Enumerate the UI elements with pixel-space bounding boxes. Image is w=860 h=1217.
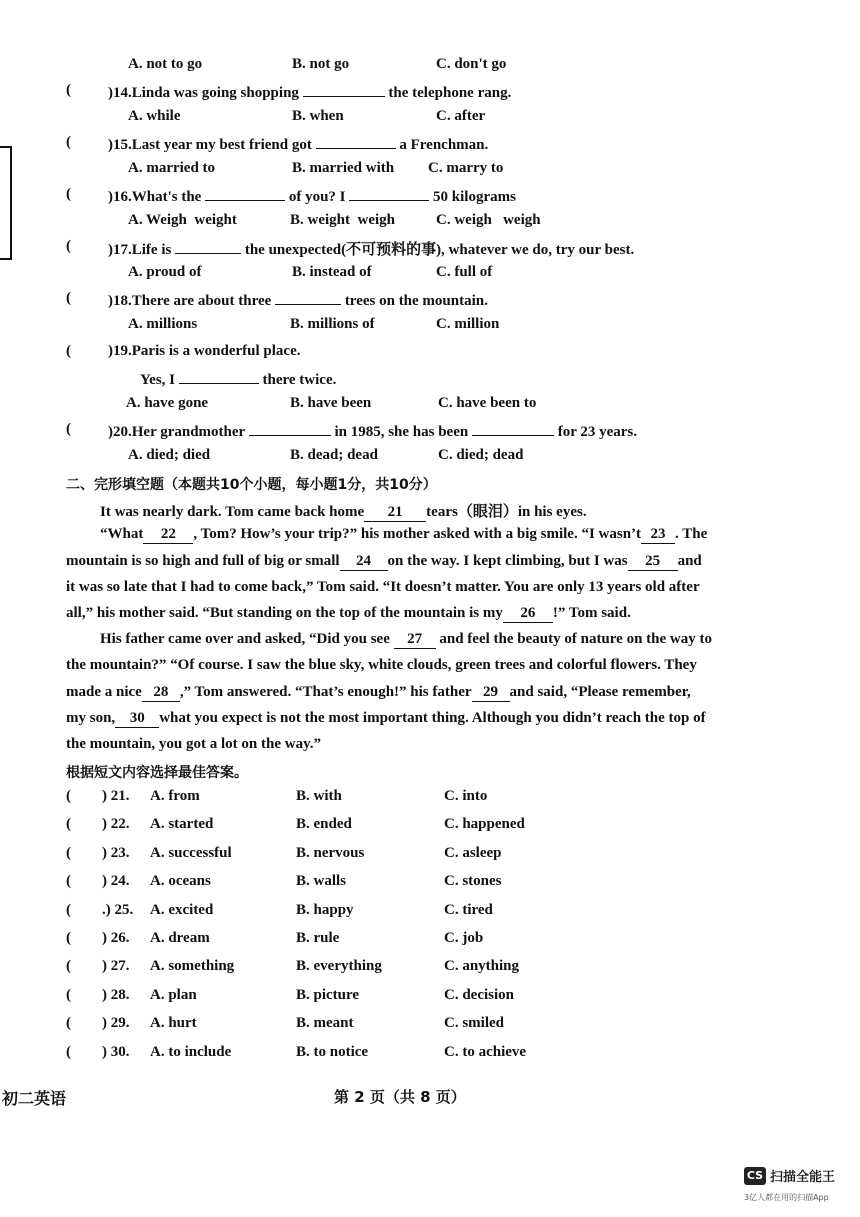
cloze-option-a: A. from	[150, 788, 200, 804]
cloze-answer-paren: (	[66, 873, 71, 889]
cloze-instruction: 根据短文内容选择最佳答案。	[66, 765, 248, 781]
cloze-option-a: A. started	[150, 816, 214, 832]
q20-stem: )20.Her grandmother in 1985, she has been for 23 years.	[108, 421, 637, 441]
cloze-option-c: C. job	[444, 930, 484, 946]
blank	[175, 239, 241, 254]
q14-answer-paren: (	[66, 82, 71, 98]
cloze-answer-paren: (	[66, 958, 71, 974]
passage-line-2: “What 22 , Tom? How’s your trip?” his mother asked with a big smile. “I wasn’t 23 . The	[100, 526, 708, 542]
cloze-option-b: B. happy	[296, 902, 354, 918]
scanner-app-name: 扫描全能王	[770, 1170, 836, 1185]
blank-28: 28	[142, 684, 180, 702]
q17-answer-paren: (	[66, 238, 71, 254]
blank-22: 22	[143, 526, 193, 544]
cloze-option-b: B. everything	[296, 958, 382, 974]
cloze-question-number: ) 29.	[102, 1015, 130, 1031]
q15-option-a: A. married to	[128, 160, 216, 176]
cloze-option-a: A. successful	[150, 845, 232, 861]
cloze-question-number: ) 21.	[102, 788, 130, 804]
cloze-option-b: B. walls	[296, 873, 347, 889]
cloze-option-c: C. to achieve	[444, 1044, 527, 1060]
cloze-option-c: C. tired	[444, 902, 493, 918]
blank-21: 21	[364, 504, 426, 522]
scanner-app-slogan: 3亿人都在用的扫描App	[744, 1193, 829, 1202]
blank	[349, 186, 429, 201]
section-heading-cloze: 二、完形填空题（本题共10个小题，每小题1分，共10分）	[66, 477, 437, 493]
cloze-option-b: B. ended	[296, 816, 352, 832]
q19-option-c: C. have been to	[438, 395, 537, 411]
cloze-option-a: A. oceans	[150, 873, 211, 889]
blank	[316, 134, 396, 149]
cloze-question-number: ) 24.	[102, 873, 130, 889]
q15-option-c: C. marry to	[428, 160, 504, 176]
cloze-question-number: ) 28.	[102, 987, 130, 1003]
cloze-option-b: B. picture	[296, 987, 360, 1003]
q19-reply: Yes, I there twice.	[140, 369, 336, 389]
q19-answer-paren: (	[66, 343, 71, 359]
q20-option-a: A. died; died	[128, 447, 211, 463]
cloze-option-c: C. anything	[444, 958, 520, 974]
cloze-answer-paren: (	[66, 845, 71, 861]
blank	[179, 369, 259, 384]
q15-option-b: B. married with	[292, 160, 395, 176]
q13-option-b: B. not go	[292, 56, 350, 72]
q18-option-c: C. million	[436, 316, 500, 332]
cloze-option-b: B. with	[296, 788, 342, 804]
cloze-option-b: B. meant	[296, 1015, 354, 1031]
cloze-option-a: A. to include	[150, 1044, 232, 1060]
cloze-option-c: C. stones	[444, 873, 502, 889]
passage-line-10: the mountain, you got a lot on the way.”	[66, 736, 322, 752]
footer-page-number: 第 2 页（共 8 页）	[334, 1088, 466, 1106]
q16-stem: )16.What's the of you? I 50 kilograms	[108, 186, 516, 206]
cloze-option-b: B. rule	[296, 930, 340, 946]
cloze-option-a: A. plan	[150, 987, 197, 1003]
q15-answer-paren: (	[66, 134, 71, 150]
q14-option-a: A. while	[128, 108, 181, 124]
q15-stem: )15.Last year my best friend got a Frenchman.	[108, 134, 488, 154]
q14-stem: )14.Linda was going shopping the telephone rang.	[108, 82, 511, 102]
q17-option-a: A. proud of	[128, 264, 202, 280]
cloze-option-a: A. excited	[150, 902, 214, 918]
q20-option-b: B. dead; dead	[290, 447, 378, 463]
cloze-option-c: C. happened	[444, 816, 525, 832]
cloze-option-b: B. to notice	[296, 1044, 369, 1060]
cloze-answer-paren: (	[66, 987, 71, 1003]
blank-27: 27	[394, 631, 436, 649]
cloze-option-c: C. decision	[444, 987, 515, 1003]
q18-option-a: A. millions	[128, 316, 198, 332]
q17-option-c: C. full of	[436, 264, 493, 280]
q18-stem: )18.There are about three trees on the mountain.	[108, 290, 488, 310]
blank-30: 30	[115, 710, 159, 728]
q14-option-b: B. when	[292, 108, 344, 124]
cloze-question-number: ) 30.	[102, 1044, 130, 1060]
blank	[303, 82, 385, 97]
blank	[205, 186, 285, 201]
blank-29: 29	[472, 684, 510, 702]
cloze-option-a: A. something	[150, 958, 235, 974]
passage-line-3: mountain is so high and full of big or small 24 on the way. I kept climbing, but I was 25 and	[66, 553, 702, 569]
cloze-answer-paren: (	[66, 930, 71, 946]
cloze-option-c: C. into	[444, 788, 488, 804]
scanner-logo-icon: CS	[744, 1167, 766, 1185]
cloze-option-b: B. nervous	[296, 845, 365, 861]
q16-answer-paren: (	[66, 186, 71, 202]
cloze-answer-paren: (	[66, 1044, 71, 1060]
q13-option-a: A. not to go	[128, 56, 203, 72]
blank	[472, 421, 554, 436]
q19-stem: )19.Paris is a wonderful place.	[108, 343, 301, 359]
blank-24: 24	[340, 553, 388, 571]
passage-line-1: It was nearly dark. Tom came back home 21 tears（眼泪）in his eyes.	[100, 504, 587, 520]
q19-option-b: B. have been	[290, 395, 372, 411]
passage-line-9: my son, 30 what you expect is not the most important thing. Although you didn’t reach the top of	[66, 710, 706, 726]
blank	[275, 290, 341, 305]
passage-line-5: all,” his mother said. “But standing on the top of the mountain is my 26 !” Tom said.	[66, 605, 631, 621]
cloze-answer-paren: (	[66, 816, 71, 832]
passage-line-6: His father came over and asked, “Did you see 27 and feel the beauty of nature on the way to	[100, 631, 712, 647]
q17-option-b: B. instead of	[292, 264, 372, 280]
q18-option-b: B. millions of	[290, 316, 375, 332]
q16-option-c: C. weigh weigh	[436, 212, 541, 228]
q16-option-a: A. Weigh weight	[128, 212, 237, 228]
cloze-option-a: A. hurt	[150, 1015, 197, 1031]
cloze-question-number: ) 22.	[102, 816, 130, 832]
q14-option-c: C. after	[436, 108, 486, 124]
q17-stem: )17.Life is the unexpected(不可预料的事), whatever we do, try our best.	[108, 238, 634, 259]
cloze-option-c: C. smiled	[444, 1015, 504, 1031]
cloze-question-number: .) 25.	[102, 902, 134, 918]
q19-option-a: A. have gone	[126, 395, 209, 411]
q13-option-c: C. don't go	[436, 56, 507, 72]
cloze-question-number: ) 26.	[102, 930, 130, 946]
q20-answer-paren: (	[66, 421, 71, 437]
cloze-option-c: C. asleep	[444, 845, 502, 861]
passage-line-7: the mountain?” “Of course. I saw the blue sky, white clouds, green trees and colorful flowers. They	[66, 657, 697, 673]
cloze-option-a: A. dream	[150, 930, 210, 946]
cloze-answer-paren: (	[66, 902, 71, 918]
blank	[249, 421, 331, 436]
blank-25: 25	[628, 553, 678, 571]
q16-option-b: B. weight weigh	[290, 212, 395, 228]
cloze-answer-paren: (	[66, 1015, 71, 1031]
q18-answer-paren: (	[66, 290, 71, 306]
cloze-question-number: ) 27.	[102, 958, 130, 974]
blank-23: 23	[641, 526, 675, 544]
binding-margin-mark	[0, 146, 12, 260]
passage-line-4: it was so late that I had to come back,” Tom said. “It doesn’t matter. You are only 13 years old after	[66, 579, 700, 595]
q20-option-c: C. died; dead	[438, 447, 524, 463]
footer-subject: 初二英语	[2, 1089, 67, 1108]
cloze-answer-paren: (	[66, 788, 71, 804]
passage-line-8: made a nice 28 ,” Tom answered. “That’s enough!” his father 29 and said, “Please remember,	[66, 684, 691, 700]
cloze-question-number: ) 23.	[102, 845, 130, 861]
blank-26: 26	[503, 605, 553, 623]
